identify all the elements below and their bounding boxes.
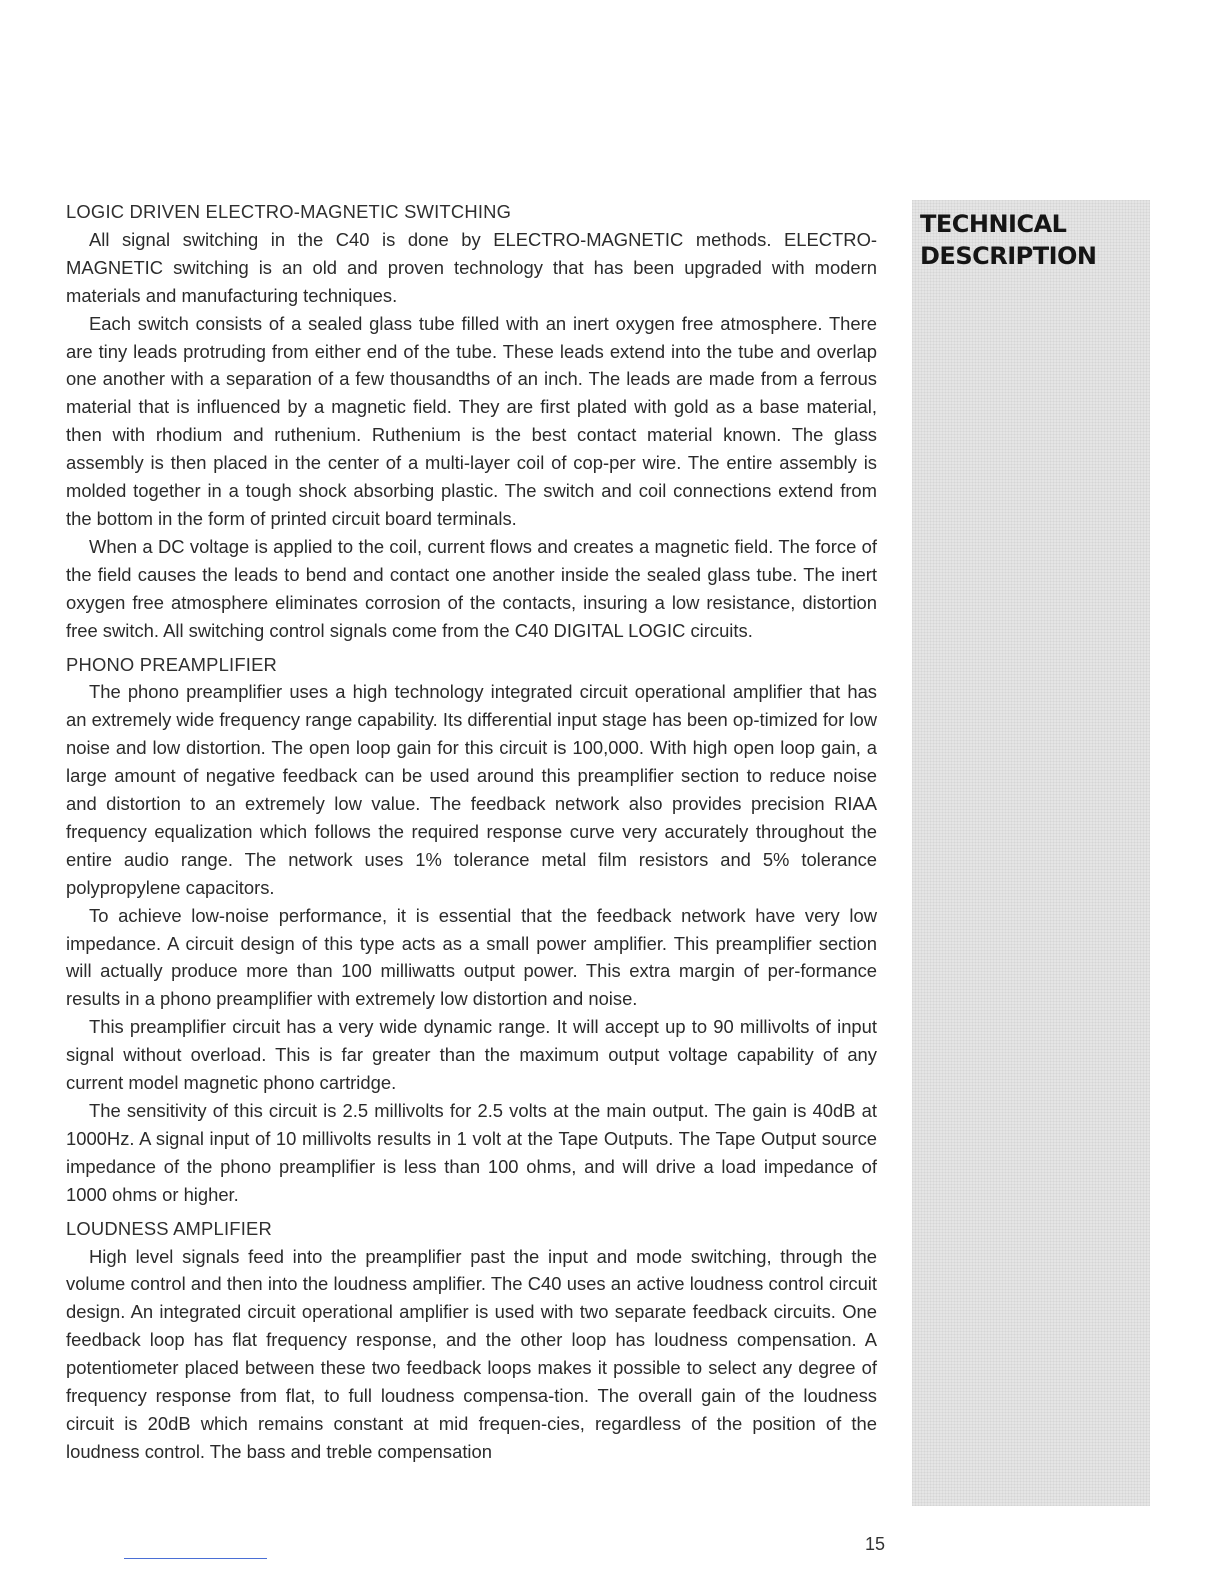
paragraph-phono-sensitivity: The sensitivity of this circuit is 2.5 millivolts for 2.5 volts at the main output. The gain is 40dB at 1000Hz. A signal input of 10 millivolts results in 1 volt at the Tape Outputs. The Tape Output source impedance of the phono preamplifier is less than 100 ohms, and will drive a load impedance of 1000 ohms or higher.: [66, 1100, 877, 1205]
page-number: 15: [865, 1534, 886, 1554]
sidebar-panel: [912, 200, 1150, 1506]
paragraph-phono-overview: The phono preamplifier uses a high technology integrated circuit operational amplifier that has an extremely wide frequency range capability. Its differential input stage has been op-timized for low noise and low distortion. The open loop gain for this circuit is 100,000. With high open loop gain, a large amount of negative feedback can be used around this preamplifier section to reduce noise and distortion to an extremely low value. The feedback network also provides precision RIAA frequency equalization which follows the required response curve very accurately throughout the entire audio range. The network uses 1% tolerance metal film resistors and 5% tolerance polypropylene capacitors.: [66, 681, 877, 898]
section-heading-phono: PHONO PREAMPLIFIER: [66, 653, 278, 675]
sidebar-title-line1: TECHNICAL: [920, 210, 1067, 238]
paragraph-phono-low-noise: To achieve low-noise performance, it is essential that the feedback network have very low impedance. A circuit design of this type acts as a small power amplifier. This preamplifier section will actually produce more than 100 milliwatts output power. This extra margin of per-formance results in a phono preamplifier with extremely low distortion and noise.: [66, 904, 877, 1010]
main-text-column: [66, 198, 877, 1466]
paragraph-switching-intro: All signal switching in the C40 is done by ELECTRO-MAGNETIC methods. ELECTRO-MAGNETIC switching is an old and proven technology that has been upgraded with modern materials and manufacturing techniques.: [66, 228, 877, 306]
paragraph-phono-dynamic-range: This preamplifier circuit has a very wide dynamic range. It will accept up to 90 millivolts of input signal without overload. This is far greater than the maximum output voltage capability of any current model magnetic phono cartridge.: [66, 1016, 877, 1094]
paragraph-switch-construction: Each switch consists of a sealed glass tube filled with an inert oxygen free atmosphere. There are tiny leads protruding from either end of the tube. These leads extend into the tube and overlap one another with a separation of a few thousandths of an inch. The leads are made from a ferrous material that is influenced by a magnetic field. They are first plated with gold as a base material, then with rhodium and ruthenium. Ruthenium is the best contact material known. The glass assembly is then placed in the center of a multi-layer coil of cop-per wire. The entire assembly is molded together in a tough shock absorbing plastic. The switch and coil connections extend from the bottom in the form of printed circuit board terminals.: [66, 312, 877, 529]
footer-rule: [124, 1558, 267, 1559]
section-heading-switching: LOGIC DRIVEN ELECTRO-MAGNETIC SWITCHING: [66, 201, 512, 222]
sidebar-title-line2: DESCRIPTION: [920, 242, 1097, 270]
paragraph-switch-operation: When a DC voltage is applied to the coil, current flows and creates a magnetic field. The force of the field causes the leads to bend and contact one another inside the sealed glass tube. The inert oxygen free atmosphere eliminates corrosion of the contacts, insuring a low resistance, distortion free switch. All switching control signals come from the C40 DIGITAL LOGIC circuits.: [66, 535, 877, 641]
paragraph-loudness-overview: High level signals feed into the preamplifier past the input and mode switching, through the volume control and then into the loudness amplifier. The C40 uses an active loudness control circuit design. An integrated circuit operational amplifier is used with two separate feedback circuits. One feedback loop has flat frequency response, and the other loop has loudness compensation. A potentiometer placed between these two feedback loops makes it possible to select any degree of frequency response from flat, to full loudness compensa-tion. The overall gain of the loudness circuit is 20dB which remains constant at mid frequen-cies, regardless of the position of the loudness control. The bass and treble compensation: [66, 1245, 877, 1462]
section-heading-loudness: LOUDNESS AMPLIFIER: [66, 1217, 272, 1239]
sidebar-title: [920, 208, 1097, 272]
